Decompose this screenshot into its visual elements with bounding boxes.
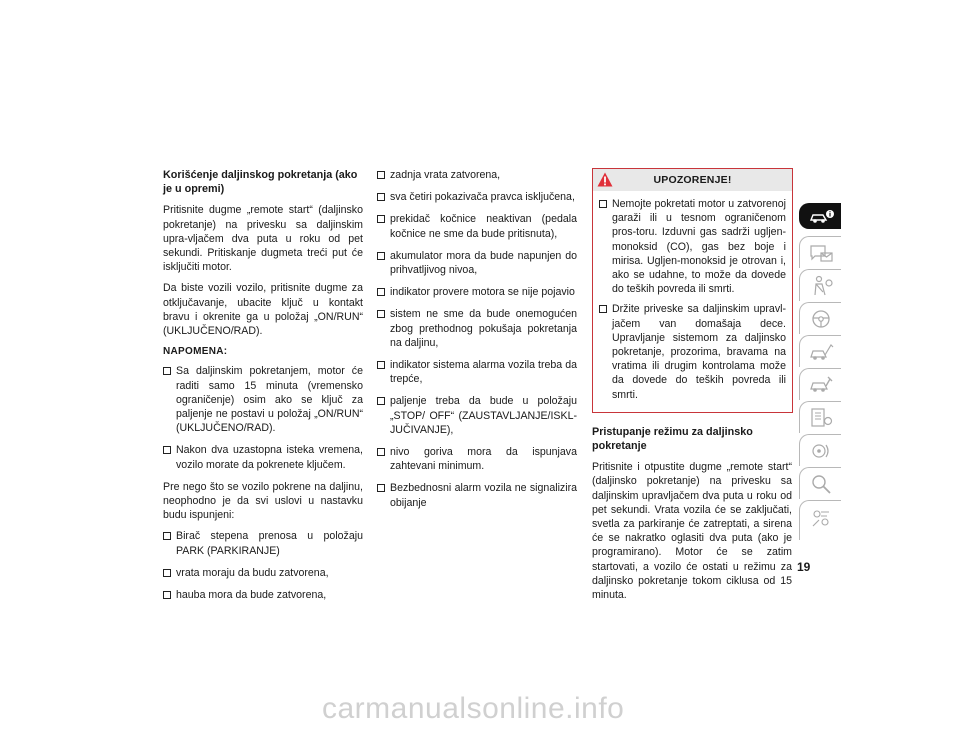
seatbelt-icon — [809, 275, 835, 297]
checkbox-bullet-icon — [377, 361, 385, 369]
list-item: Birač stepena prenosa u položaju PARK (PARKIRANJE) — [163, 529, 363, 557]
conditions-list — [163, 529, 363, 602]
list-item: zadnja vrata zatvorena, — [377, 168, 577, 182]
list-item: hauba mora da bude zatvorena, — [163, 588, 363, 602]
checkbox-bullet-icon — [163, 569, 171, 577]
checkbox-bullet-icon — [163, 591, 171, 599]
car-info-icon — [809, 209, 835, 225]
column-middle — [377, 168, 577, 518]
list-item: sva četiri pokazivača pravca isključena, — [377, 190, 577, 204]
warning-triangle-icon — [597, 172, 613, 187]
tab-safety[interactable] — [799, 269, 841, 301]
watermark: carmanualsonline.info — [322, 692, 625, 725]
tab-service[interactable] — [799, 368, 841, 400]
list-item: indikator sistema alarma vozila treba da trepće, — [377, 358, 577, 386]
checkbox-bullet-icon — [377, 215, 385, 223]
paragraph: Pritisnite i otpustite dugme „remote start“ (daljinsko pokretanje) na privesku sa daljinskim upravljačem dva puta u roku od pet sekundi. Vrata vozila će se zaključati, svetla za parkiranje će zatreptati, a sirena će se nakratko oglasiti dva puta (ako je programirano). Motor će se zatim startovati, a vozilo će ostati u režimu za daljinsko pokretanje tokom ciklusa od 15 minuta. — [592, 461, 792, 602]
column-right — [592, 168, 792, 609]
list-item: prekidač kočnice neaktivan (pedala kočnice ne sme da bude pritisnuta), — [377, 212, 577, 240]
spec-list-icon — [809, 407, 835, 429]
tab-car-info[interactable] — [799, 203, 841, 229]
conditions-list-continued — [377, 168, 577, 510]
search-icon — [809, 473, 835, 495]
multimedia-icon — [809, 440, 835, 462]
tab-specifications[interactable] — [799, 401, 841, 433]
list-item: Držite priveske sa daljinskim upravl-jačem van domašaja dece. Upravljanje sistemom za daljinsko pokretanje, prozorima, bravama na vratima ili drugim kontrolama može da dovede do teških povreda ili smrti. — [599, 302, 786, 401]
tab-driving[interactable] — [799, 302, 841, 334]
tow-icon — [809, 341, 835, 363]
warning-header — [593, 169, 792, 191]
steering-wheel-icon — [809, 308, 835, 330]
tab-language[interactable] — [799, 500, 841, 540]
tab-multimedia[interactable] — [799, 434, 841, 466]
checkbox-bullet-icon — [377, 448, 385, 456]
tab-index[interactable] — [799, 467, 841, 499]
list-item: akumulator mora da bude napunjen do prihvatljivog nivoa, — [377, 249, 577, 277]
car-service-icon — [809, 374, 835, 396]
checkbox-bullet-icon — [377, 484, 385, 492]
list-item: nivo goriva mora da ispunjava zahtevani minimum. — [377, 445, 577, 473]
checkbox-bullet-icon — [163, 446, 171, 454]
warning-body — [593, 191, 792, 412]
list-item: Bezbednosni alarm vozila ne signalizira obijanje — [377, 481, 577, 509]
list-item: Nemojte pokretati motor u zatvorenoj garaži ili u tesnom ograničenom pros-toru. Izduvni gas sadrži ugljen-monoksid (CO), gas bez boje i mirisa. Ugljen-monoksid je otrovan i, ako se udahne, to može da dovede do teških povreda ili smrti. — [599, 197, 786, 296]
list-item: sistem ne sme da bude onemogućen zbog prethodnog pokušaja pokretanja na daljinu, — [377, 307, 577, 350]
paragraph: Da biste vozili vozilo, pritisnite dugme za otključavanje, ubacite ključ u kontakt bravu i okrenite ga u položaj „ON/RUN“ (UKLJUČENO/RAD). — [163, 282, 363, 338]
list-item: Nakon dva uzastopna isteka vremena, vozilo morate da pokrenete ključem. — [163, 443, 363, 471]
note-heading: NAPOMENA: — [163, 346, 228, 358]
note-list — [163, 364, 363, 471]
checkbox-bullet-icon — [377, 193, 385, 201]
checkbox-bullet-icon — [377, 397, 385, 405]
checkbox-bullet-icon — [377, 288, 385, 296]
section-heading: Korišćenje daljinskog pokretanja (ako je u opremi) — [163, 169, 358, 196]
checkbox-bullet-icon — [599, 305, 607, 313]
tab-messages[interactable] — [799, 236, 841, 268]
list-item: indikator provere motora se nije pojavio — [377, 285, 577, 299]
tab-emergency[interactable] — [799, 335, 841, 367]
checkbox-bullet-icon — [599, 200, 607, 208]
warning-box — [592, 168, 793, 413]
checkbox-bullet-icon — [377, 252, 385, 260]
checkbox-bullet-icon — [163, 367, 171, 375]
paragraph: Pre nego što se vozilo pokrene na daljinu, neophodno je da svi uslovi u nastavku budu ispunjeni: — [163, 480, 363, 522]
warning-title: UPOZORENJE! — [653, 174, 732, 186]
checkbox-bullet-icon — [377, 310, 385, 318]
section-heading: Pristupanje režimu za daljinsko pokretanje — [592, 425, 753, 453]
page-number: 19 — [797, 560, 811, 574]
warning-list — [599, 197, 786, 402]
list-item: vrata moraju da budu zatvorena, — [163, 566, 363, 580]
list-item: Sa daljinskim pokretanjem, motor će raditi samo 15 minuta (vremensko ograničenje) osim ako se ključ za paljenje ne postavi u položaj „ON/RUN“ (UKLJUČENO/RAD). — [163, 364, 363, 435]
column-left — [163, 168, 363, 610]
checkbox-bullet-icon — [377, 171, 385, 179]
checkbox-bullet-icon — [163, 532, 171, 540]
paragraph: Pritisnite dugme „remote start“ (daljinsko pokretanje) na privesku sa daljinskim upra-vljačem dva puta u roku od pet sekundi. Pritiskanje dugmeta treći put će isključiti motor. — [163, 204, 363, 274]
list-item: paljenje treba da bude u položaju „STOP/ OFF“ (ZAUSTAVLJANJE/ISKL-JUČIVANJE), — [377, 394, 577, 437]
language-icon — [809, 506, 835, 532]
message-icon — [809, 242, 835, 264]
